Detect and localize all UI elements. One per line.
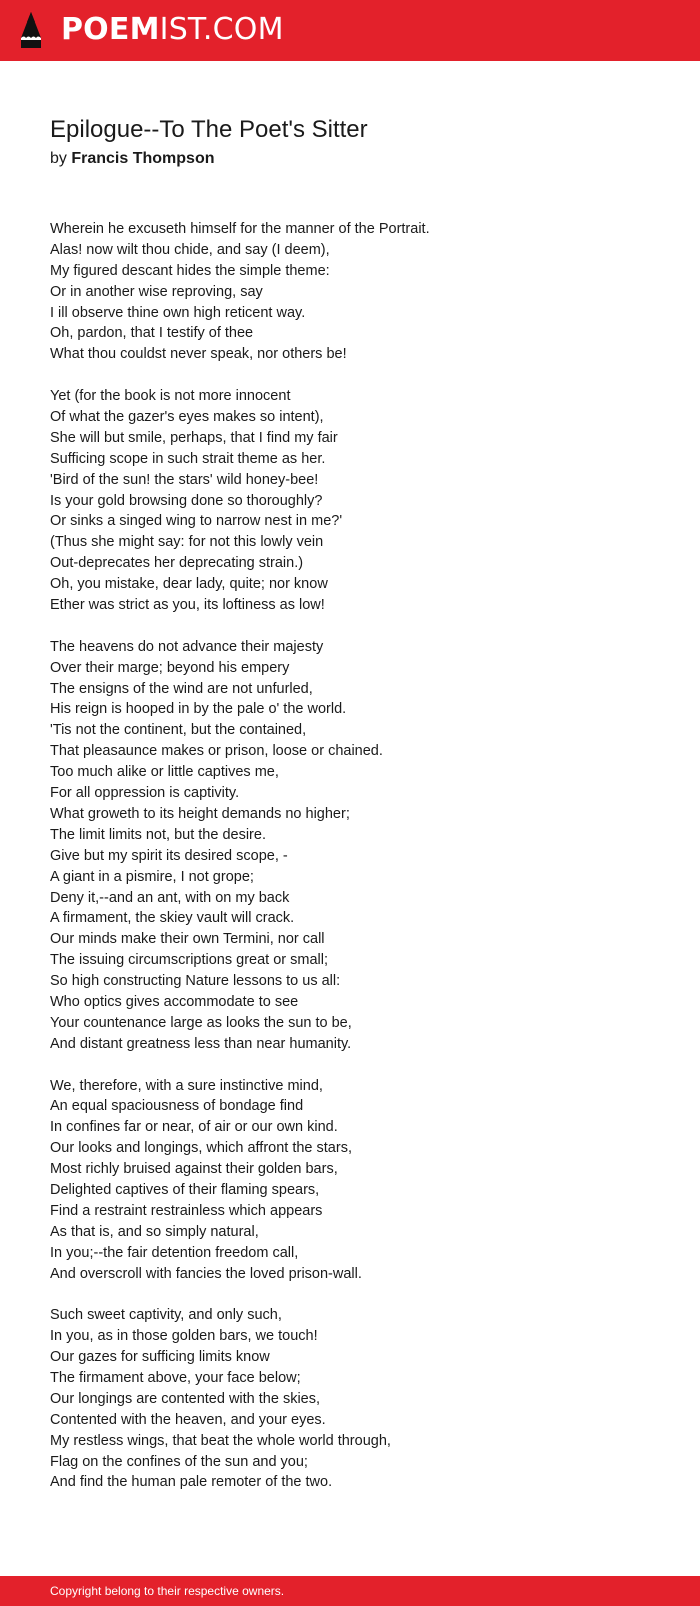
poem-line: Our minds make their own Termini, nor call (50, 931, 325, 948)
poem-line: Our longings are contented with the skies, (50, 1390, 321, 1407)
poem-line: Wherein he excuseth himself for the manner of the Portrait. (50, 221, 430, 237)
poem-line: And find the human pale remoter of the two. (50, 1474, 333, 1491)
pencil-tip-icon[interactable] (18, 10, 44, 50)
poem-line: Most richly bruised against their golden bars, (50, 1161, 338, 1178)
poem-line: Deny it,--and an ant, with on my back (50, 889, 290, 906)
poem-line: My restless wings, that beat the whole world through, (50, 1432, 391, 1449)
poem-line: The issuing circumscriptions great or small; (50, 952, 329, 969)
poem-line: She will but smile, perhaps, that I find my fair (50, 429, 338, 446)
poem-line: My figured descant hides the simple theme: (50, 262, 330, 279)
poem-line: Sufficing scope in such strait theme as her. (50, 450, 326, 467)
poem-line: In you, as in those golden bars, we touch! (50, 1328, 318, 1345)
poem-line: Oh, pardon, that I testify of thee (50, 325, 254, 342)
logo-text-light: IST.COM (159, 12, 284, 47)
poem-line: Who optics gives accommodate to see (50, 993, 299, 1010)
poem-line: In you;--the fair detention freedom call, (50, 1244, 299, 1261)
poem-line: An equal spaciousness of bondage find (50, 1098, 304, 1115)
poem-stanza (50, 219, 670, 365)
poem-line: Contented with the heaven, and your eyes. (50, 1411, 326, 1428)
poem-line: Alas! now wilt thou chide, and say (I deem), (50, 241, 330, 258)
poem-line: And overscroll with fancies the loved prison-wall. (50, 1265, 362, 1282)
poem-line: As that is, and so simply natural, (50, 1223, 259, 1240)
poem-line: Flag on the confines of the sun and you; (50, 1453, 308, 1470)
poem-stanza (50, 1076, 670, 1285)
poem-line: Of what the gazer's eyes makes so intent), (50, 409, 324, 426)
poem-stanza (50, 1305, 670, 1493)
poem-line: The limit limits not, but the desire. (50, 826, 266, 843)
poem-line: Out-deprecates her deprecating strain.) (50, 555, 304, 572)
poem-stanza (50, 386, 670, 616)
poem-line: That pleasaunce makes or prison, loose or chained. (50, 743, 383, 760)
poem-line: Find a restraint restrainless which appears (50, 1202, 323, 1219)
poem-line: For all oppression is captivity. (50, 785, 240, 802)
poem-line: Oh, you mistake, dear lady, quite; nor know (50, 576, 328, 593)
poem-line: Or in another wise reproving, say (50, 283, 263, 300)
poem-byline (50, 148, 214, 170)
poem-line: What thou couldst never speak, nor others be! (50, 346, 347, 363)
poem-line: We, therefore, with a sure instinctive mind, (50, 1077, 323, 1094)
copyright-text: Copyright belong to their respective owners. (50, 1584, 285, 1598)
poem-line: Our looks and longings, which affront the stars, (50, 1140, 352, 1157)
poem-title: Epilogue--To The Poet's Sitter (50, 116, 368, 143)
author-name[interactable]: Francis Thompson (71, 150, 215, 167)
poem-body (50, 219, 670, 1514)
poem-line: Give but my spirit its desired scope, - (50, 847, 288, 864)
site-logo[interactable] (61, 13, 284, 47)
poem-line: His reign is hooped in by the pale o' the world. (50, 701, 347, 718)
poem-line: Ether was strict as you, its loftiness as low! (50, 597, 325, 614)
poem-line: And distant greatness less than near humanity. (50, 1035, 352, 1052)
poem-line: Our gazes for sufficing limits know (50, 1349, 270, 1366)
poem-line: I ill observe thine own high reticent way. (50, 304, 306, 321)
poem-line: What groweth to its height demands no higher; (50, 805, 350, 822)
poem-line: (Thus she might say: for not this lowly vein (50, 534, 324, 551)
poem-line: In confines far or near, of air or our own kind. (50, 1119, 338, 1136)
poem-line: Too much alike or little captives me, (50, 764, 279, 781)
poem-line: 'Tis not the continent, but the contained, (50, 722, 307, 739)
poem-line: A firmament, the skiey vault will crack. (50, 910, 295, 927)
poem-line: The ensigns of the wind are not unfurled, (50, 680, 313, 697)
poem-line: Your countenance large as looks the sun to be, (50, 1014, 352, 1031)
poem-line: A giant in a pismire, I not grope; (50, 868, 254, 885)
poem-line: Is your gold browsing done so thoroughly? (50, 492, 323, 509)
poem-line: Such sweet captivity, and only such, (50, 1307, 282, 1324)
poem-line: The firmament above, your face below; (50, 1369, 301, 1386)
poem-line: 'Bird of the sun! the stars' wild honey-bee! (50, 471, 319, 488)
logo-text-bold: POEM (61, 12, 160, 47)
poem-line: The heavens do not advance their majesty (50, 638, 324, 655)
poem-line: So high constructing Nature lessons to us all: (50, 973, 341, 990)
by-label: by (50, 150, 67, 167)
poem-line: Or sinks a singed wing to narrow nest in me?' (50, 513, 343, 530)
site-header (0, 0, 700, 61)
poem-line: Over their marge; beyond his empery (50, 659, 290, 676)
site-footer (0, 1576, 700, 1606)
poem-line: Yet (for the book is not more innocent (50, 388, 291, 405)
poem-line: Delighted captives of their flaming spears, (50, 1181, 320, 1198)
poem-stanza (50, 637, 670, 1055)
